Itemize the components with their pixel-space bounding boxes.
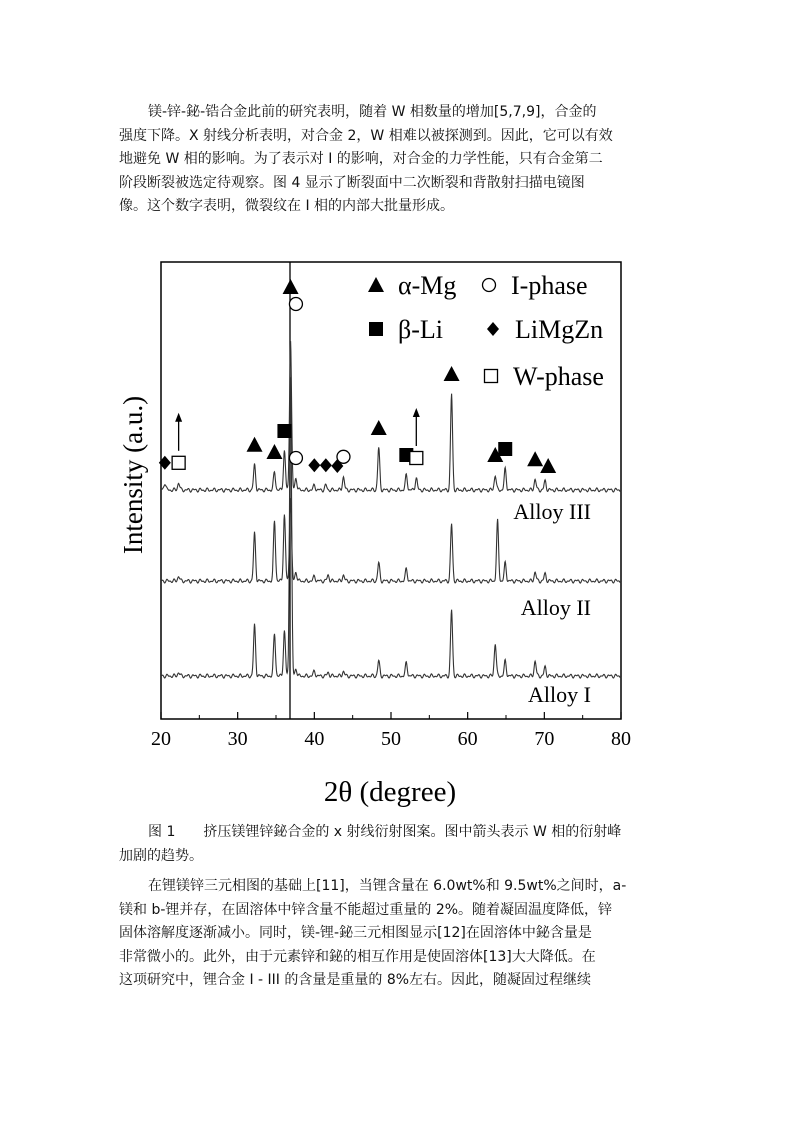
caption-line: 加剧的趋势。: [119, 847, 203, 864]
phase-marker: [498, 442, 512, 456]
legend: [368, 271, 604, 391]
filled-square-marker: [277, 424, 291, 438]
legend-label: W-phase: [513, 362, 604, 391]
phase-marker: [320, 458, 332, 472]
phase-marker: [289, 451, 302, 464]
x-tick-label: 50: [381, 728, 401, 750]
filled-square-marker: [498, 442, 512, 456]
circle-marker: [483, 279, 496, 292]
x-tick-label: 80: [611, 728, 631, 750]
paragraph-line: 地避免 W 相的影响。为了表示对 I 的影响，对合金的力学性能，只有合金第二: [119, 151, 603, 168]
triangle-marker: [368, 277, 384, 292]
phase-marker: [487, 322, 499, 336]
x-axis-label: 2θ (degree): [323, 776, 457, 808]
phase-marker: [485, 370, 498, 383]
x-tick-label: 40: [304, 728, 325, 750]
x-axis-ticks: [151, 712, 631, 750]
paragraph-line: 镁和 b-锂并存，在固溶体中锌含量不能超过重量的 2%。随着凝固温度降低，锌: [119, 901, 613, 918]
paragraph-line: 在锂镁锌三元相图的基础上[11]，当锂含量在 6.0wt%和 9.5wt%之间时，a-: [148, 878, 627, 894]
arrow-head: [413, 408, 420, 417]
triangle-marker: [283, 279, 299, 294]
circle-marker: [289, 298, 302, 311]
triangle-marker: [371, 420, 387, 435]
open-square-marker: [172, 456, 185, 469]
phase-marker: [368, 277, 384, 292]
open-square-marker: [485, 370, 498, 383]
caption-line: 图 1 挤压镁锂锌鉍合金的 x 射线衍射图案。图中箭头表示 W 相的衍射峰: [148, 824, 622, 840]
series-label: Alloy I: [528, 682, 591, 707]
phase-marker: [371, 420, 387, 435]
legend-label: α-Mg: [398, 271, 457, 300]
figure-caption: [119, 821, 679, 868]
xrd-trace-line: [161, 377, 621, 678]
paragraph-line: 非常微小的。此外，由于元素锌和鉍的相互作用是使固溶体[13]大大降低。在: [119, 948, 596, 965]
x-tick-label: 70: [534, 728, 555, 750]
filled-square-marker: [369, 322, 383, 336]
paragraph-1: [119, 101, 679, 219]
paragraph-line: 固体溶解度逐渐减小。同时，镁-锂-鉍三元相图显示[12]在固溶体中鉍含量是: [119, 925, 592, 942]
x-tick-label: 60: [457, 728, 478, 750]
legend-label: LiMgZn: [515, 315, 604, 344]
diamond-marker: [308, 458, 320, 472]
xrd-traces: [161, 341, 621, 707]
xrd-figure: [0, 255, 794, 815]
paragraph-line: 这项研究中，锂合金 I - III 的含量是重量的 8%左右。因此，随凝固过程继续: [119, 972, 592, 989]
diamond-marker: [487, 322, 499, 336]
phase-marker: [172, 456, 185, 469]
x-tick-label: 20: [151, 728, 171, 750]
phase-marker: [289, 298, 302, 311]
paragraph-2: [119, 875, 679, 993]
legend-label: β-Li: [398, 315, 443, 344]
phase-marker: [483, 279, 496, 292]
legend-label: I-phase: [511, 271, 588, 300]
triangle-marker: [247, 437, 263, 452]
x-tick-label: 30: [227, 728, 248, 750]
series-label: Alloy III: [513, 499, 591, 524]
y-axis-label: Intensity (a.u.): [118, 395, 148, 555]
phase-marker: [266, 444, 282, 459]
paragraph-line: 镁-锌-鉍-锆合金此前的研究表明，随着 W 相数量的增加[5,7,9]，合金的: [148, 104, 597, 120]
paragraph-line: 强度下降。X 射线分析表明，对合金 2，W 相难以被探测到。因此，它可以有效: [119, 127, 613, 144]
phase-marker: [283, 279, 299, 294]
phase-marker: [337, 450, 350, 463]
phase-marker: [247, 437, 263, 452]
paragraph-line: 像。这个数字表明，微裂纹在 I 相的内部大批量形成。: [119, 198, 455, 215]
circle-marker: [289, 451, 302, 464]
circle-marker: [337, 450, 350, 463]
series-label: Alloy II: [520, 595, 591, 620]
triangle-marker: [266, 444, 282, 459]
diamond-marker: [320, 458, 332, 472]
phase-marker: [308, 458, 320, 472]
phase-marker: [444, 366, 460, 381]
phase-marker: [410, 452, 423, 465]
phase-marker: [527, 451, 543, 466]
triangle-marker: [444, 366, 460, 381]
paragraph-line: 阶段断裂被选定待观察。图 4 显示了断裂面中二次断裂和背散射扫描电镜图: [119, 174, 585, 191]
open-square-marker: [410, 452, 423, 465]
phase-marker: [369, 322, 383, 336]
phase-marker: [277, 424, 291, 438]
triangle-marker: [527, 451, 543, 466]
arrow-head: [175, 413, 182, 422]
